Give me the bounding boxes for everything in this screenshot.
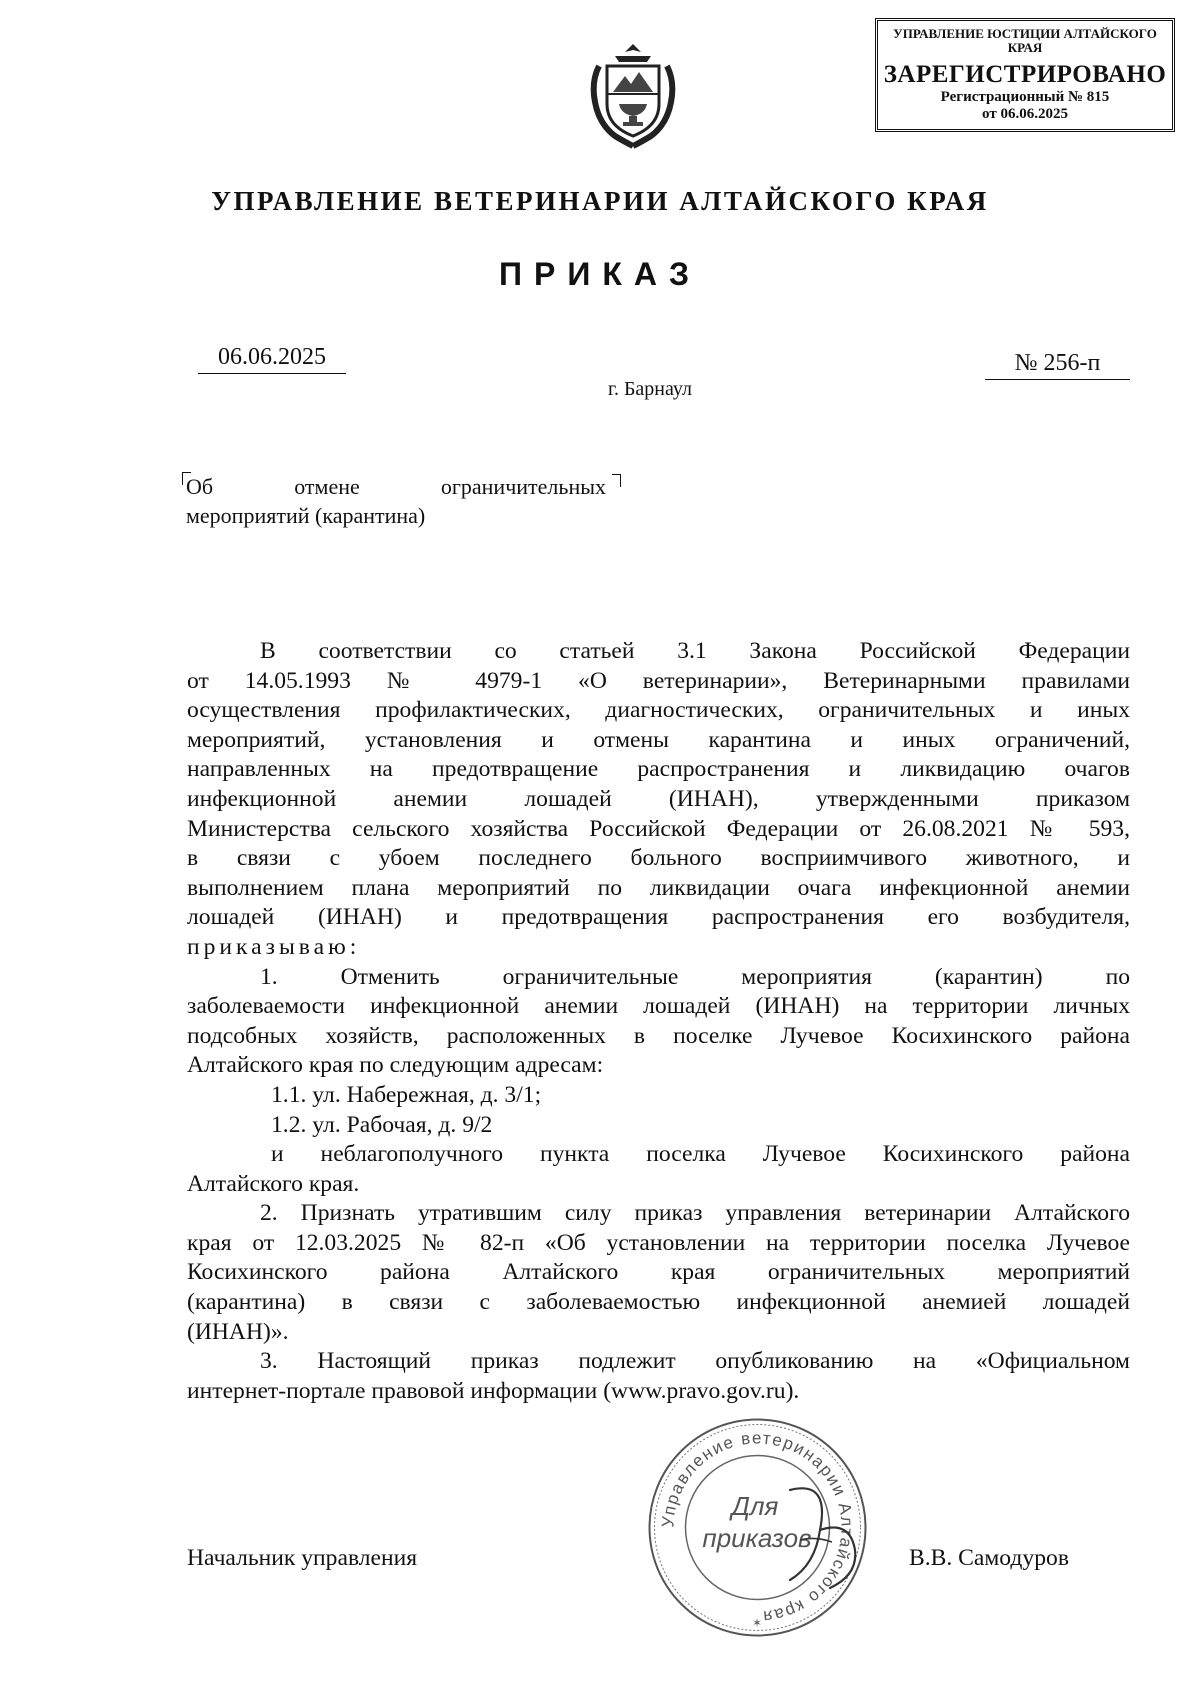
body-line: осуществления профилактических, диагностических, ограничительных и иных: [187, 697, 1130, 724]
order-word: приказываю:: [187, 933, 361, 960]
body-line: выполнением плана мероприятий по ликвидации очага инфекционной анемии: [187, 874, 1130, 901]
document-city: г. Барнаул: [608, 378, 692, 400]
item-1-line: подсобных хозяйств, расположенных в поселке Лучевое Косихинского района: [187, 1022, 1130, 1049]
body-line: мероприятий, установления и отмены карантина и иных ограничений,: [187, 726, 1130, 753]
item-2-line: края от 12.03.2025 № 82-п «Об установлении на территории поселка Лучевое: [187, 1229, 1130, 1256]
document-number: № 256-п: [985, 350, 1130, 380]
subject-word: ограничительных: [440, 474, 606, 499]
altai-krai-coat-of-arms-icon: [585, 42, 681, 150]
item-1-line: заболеваемости инфекционной анемии лошадей (ИНАН) на территории личных: [187, 993, 1130, 1020]
seal-center-line-1: Для: [731, 1491, 779, 1521]
subject-bracket-right: [612, 474, 621, 487]
seal-center-line-2: приказов: [702, 1523, 812, 1553]
subject-word: отмене: [294, 474, 360, 499]
item-2-line: Косихинского района Алтайского края ограничительных мероприятий: [187, 1259, 1130, 1286]
seal-ring-text: Управление ветеринарии Алтайского края: [658, 1428, 857, 1627]
seal-star-icon: ✶: [751, 1616, 763, 1630]
item-3-line: 3. Настоящий приказ подлежит опубликованию на «Официальном: [260, 1348, 1130, 1375]
body-line: от 14.05.1993 № 4979-1 «О ветеринарии», Ветеринарными правилами: [187, 667, 1130, 694]
item-1-tail-line: и неблагополучного пункта поселка Лучевое Косихинского района: [271, 1141, 1130, 1168]
item-1-line: Алтайского края по следующим адресам:: [187, 1052, 604, 1079]
document-subject: [186, 472, 606, 530]
document-type-title: ПРИКАЗ: [498, 256, 702, 292]
organization-title: УПРАВЛЕНИЕ ВЕТЕРИНАРИИ АЛТАЙСКОГО КРАЯ: [211, 186, 989, 216]
body-line: в связи с убоем последнего больного восприимчивого животного, и: [187, 845, 1130, 872]
body-line: лошадей (ИНАН) и предотвращения распространения его возбудителя,: [187, 904, 1130, 931]
registration-date: от 06.06.2025: [982, 106, 1068, 122]
signer-position: Начальник управления: [187, 1545, 418, 1571]
item-1-2: 1.2. ул. Рабочая, д. 9/2: [271, 1111, 493, 1138]
item-1-line: 1. Отменить ограничительные мероприятия (карантин) по: [260, 963, 1130, 990]
item-2-line: (ИНАН)».: [187, 1318, 289, 1345]
body-line: инфекционной анемии лошадей (ИНАН), утвержденными приказом: [187, 785, 1130, 812]
item-2-line: 2. Признать утратившим силу приказ управления ветеринарии Алтайского: [260, 1200, 1130, 1227]
document-date: 06.06.2025: [198, 344, 346, 374]
signer-name: В.В. Самодуров: [909, 1545, 1069, 1571]
subject-line-2: мероприятий (карантина): [186, 503, 426, 528]
item-1-1: 1.1. ул. Набережная, д. 3/1;: [271, 1081, 542, 1108]
item-1-tail-line: Алтайского края.: [187, 1170, 360, 1197]
body-line: направленных на предотвращение распространения и ликвидацию очагов: [187, 756, 1130, 783]
registration-authority: УПРАВЛЕНИЕ ЮСТИЦИИ АЛТАЙСКОГО КРАЯ: [893, 26, 1157, 55]
body-line: Министерства сельского хозяйства Российской Федерации от 26.08.2021 № 593,: [187, 815, 1130, 842]
subject-line-1: [186, 472, 606, 501]
registration-number: Регистрационный № 815: [940, 89, 1110, 105]
subject-word: Об: [186, 474, 214, 499]
item-3-line: интернет-портале правовой информации (www.pravo.gov.ru).: [187, 1377, 800, 1404]
handwritten-signature: [760, 1470, 880, 1600]
registration-status: ЗАРЕГИСТРИРОВАНО: [883, 61, 1167, 88]
registration-stamp: [875, 18, 1175, 132]
item-2-line: (карантина) в связи с заболеваемостью инфекционной анемией лошадей: [187, 1289, 1130, 1316]
document-body: [187, 637, 1130, 1406]
subject-bracket-left: [182, 472, 191, 485]
body-line: В соответствии со статьей 3.1 Закона Российской Федерации: [260, 638, 1130, 664]
